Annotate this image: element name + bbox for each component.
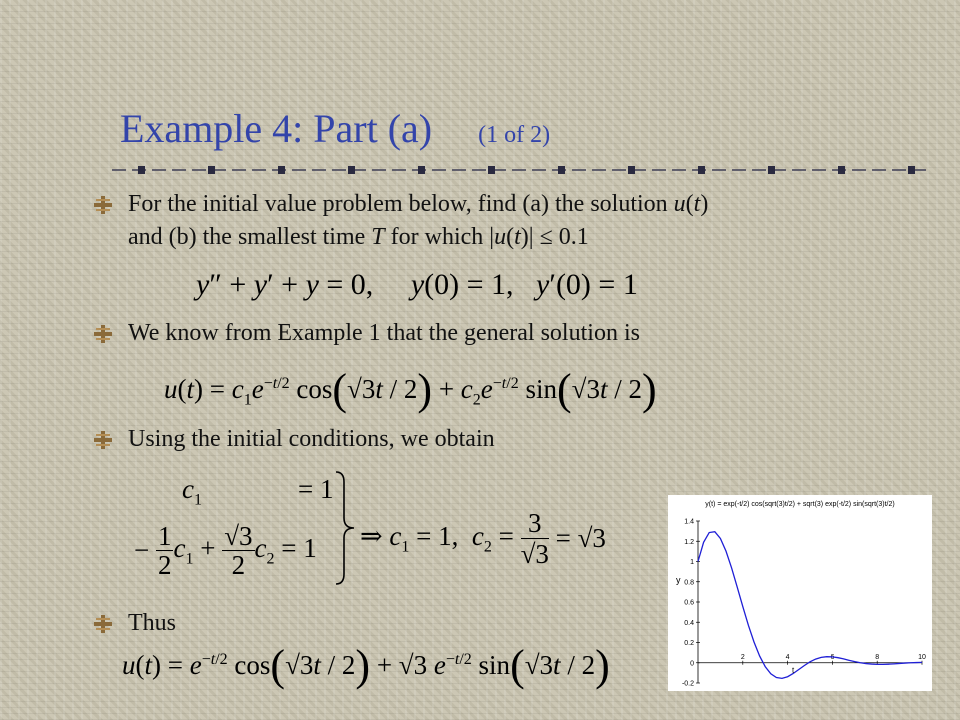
bullet-text-4: Thus [128,610,176,636]
divider-dot [558,166,565,174]
title-subtitle: (1 of 2) [478,122,551,148]
divider-dot [208,166,215,174]
divider-dot [488,166,495,174]
divider-dot [908,166,915,174]
title-divider [112,160,928,180]
bullet-icon [94,325,112,343]
divider-dot [348,166,355,174]
chart-y-tick-label: 0 [690,660,694,668]
chart-axes [698,521,922,683]
chart-x-tick-label: 2 [740,653,745,661]
system-result: ⇒ $c_1 = 1$, $c_2$ = $\frac{3}{√3}$ = √3 [360,508,606,569]
bullet-text-2: We know from Example 1 that the general solution is [128,320,640,346]
bullet-text-3: Using the initial conditions, we obtain [128,426,495,452]
divider-dot [138,166,145,174]
bullet-text-1: For the initial value problem below, find (a) the solution u(t) and (b) the smallest time T for which |u(t)| ≤ 0.1 [128,191,709,250]
equation-final-solution: $u(t) = e^{-t/2}$ cos(√3t / 2) + √3 $e^{-t/2}$ sin(√3t / 2) [122,641,610,690]
divider-dot [418,166,425,174]
chart-y-tick-label: 0.6 [684,599,694,607]
system-row-1: $c_1$ [182,474,202,509]
chart-y-tick-label: 1.4 [684,518,694,526]
bullet-icon [94,431,112,449]
chart-x-tick-label: 4 [785,653,790,661]
system-brace [330,470,360,586]
chart-y-tick-label: 0.4 [684,619,694,627]
chart-title: y(t) = exp(-t/2) cos(sqrt(3)t/2) + sqrt(3) exp(-t/2) sin(sqrt(3)t/2) [705,501,895,508]
bullet-icon [94,615,112,633]
divider-dot [838,166,845,174]
title-main: Example 4: Part (a) [120,106,433,151]
system-row-1-rhs: = 1 [298,474,334,504]
chart-ylabel: y [676,575,681,585]
divider-dot [698,166,705,174]
solution-graph [668,495,932,691]
chart-series-line [698,532,922,679]
slide-title [120,105,550,152]
chart-xlabel: t [792,666,795,675]
equation-ivp: y″ + y′ + y = 0, y(0) = 1, y′(0) = 1 [196,268,638,301]
system-row-2: − $\frac{1}{2}$ $c_1$ + $\frac{√3}{2}$ $c_2 = 1$ [134,521,317,580]
chart-x-tick-label: 8 [875,653,880,661]
chart-y-tick-label: 0.2 [684,640,694,647]
chart-y-tick-label: -0.2 [681,680,694,688]
chart-y-tick-label: 1 [690,559,694,566]
chart-y-tick-label: 0.8 [684,579,694,587]
chart-y-tick-label: 1.2 [684,538,694,546]
divider-dot [278,166,285,174]
chart-x-tick-label: 10 [918,653,926,661]
chart-x-tick-label: 6 [830,653,835,661]
bullet-icon [94,196,112,214]
divider-dot [768,166,775,174]
divider-dot [628,166,635,174]
equation-general-solution: $u(t) = c_1e^{-t/2}$ $\cos(√3t / 2) + c_2e^{-t/2}$ sin(√3t / 2) [164,365,657,414]
chart-svg [668,495,932,691]
